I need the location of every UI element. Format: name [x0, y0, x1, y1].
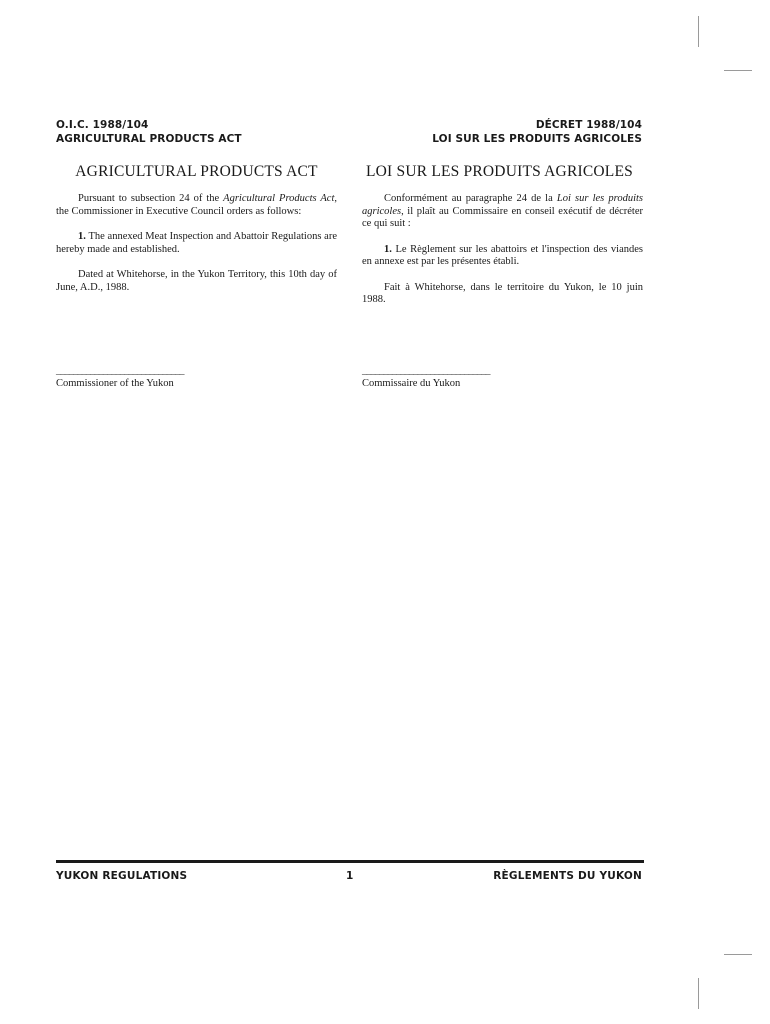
- act-name-header: AGRICULTURAL PRODUCTS ACT: [56, 133, 242, 145]
- french-preamble-end: , il plaît au Commissaire en conseil exécutif de décréter ce qui suit :: [362, 205, 643, 229]
- english-preamble: [56, 193, 337, 218]
- french-section-1: [362, 244, 643, 269]
- crop-mark-bottom-vertical: [698, 978, 699, 1009]
- english-title: AGRICULTURAL PRODUCTS ACT: [75, 163, 318, 180]
- french-section-text: Le Règlement sur les abattoirs et l'inspection des viandes en annexe est par les présentes établi.: [362, 243, 643, 267]
- crop-mark-top-vertical: [698, 16, 699, 47]
- english-section-number: 1.: [78, 231, 86, 242]
- english-act-italic: Agricultural Products Act: [223, 193, 335, 204]
- english-section-1: [56, 231, 337, 256]
- footer-left: YUKON REGULATIONS: [56, 870, 188, 882]
- english-signature-line: ______________________________: [56, 365, 184, 376]
- french-preamble: [362, 193, 643, 231]
- english-signature-block: [56, 364, 296, 390]
- english-preamble-end: , the Commissioner in Executive Council orders as follows:: [56, 193, 337, 217]
- english-signature-label: Commissioner of the Yukon: [56, 378, 174, 389]
- french-preamble-text: Conformément au paragraphe 24 de la: [384, 193, 557, 204]
- french-title: LOI SUR LES PRODUITS AGRICOLES: [366, 163, 633, 180]
- english-column: [56, 162, 337, 307]
- decret-number: DÉCRET 1988/104: [535, 119, 642, 131]
- french-signature-block: [362, 364, 602, 390]
- french-fait: Fait à Whitehorse, dans le territoire du Yukon, le 10 juin 1988.: [362, 281, 643, 305]
- crop-mark-bottom-horizontal: [724, 954, 752, 955]
- french-signature-label: Commissaire du Yukon: [362, 378, 461, 389]
- english-dated: Dated at Whitehorse, in the Yukon Territory, this 10th day of June, A.D., 1988.: [56, 269, 337, 293]
- header-right: [432, 118, 642, 146]
- footer-right: RÈGLEMENTS DU YUKON: [493, 870, 642, 882]
- footer-rule: [56, 860, 644, 863]
- loi-name-header: LOI SUR LES PRODUITS AGRICOLES: [432, 133, 642, 145]
- header-left: [56, 118, 242, 146]
- english-preamble-text: Pursuant to subsection 24 of the: [78, 193, 224, 204]
- order-number: O.I.C. 1988/104: [56, 119, 149, 131]
- french-loi-italic: Loi sur les produits agricoles: [362, 193, 643, 217]
- page-number: 1: [346, 870, 354, 882]
- english-section-text: The annexed Meat Inspection and Abattoir Regulations are hereby made and established.: [56, 231, 337, 255]
- crop-mark-top-horizontal: [724, 70, 752, 71]
- french-signature-line: ______________________________: [362, 365, 490, 376]
- french-section-number: 1.: [384, 243, 392, 255]
- french-column: [362, 162, 643, 320]
